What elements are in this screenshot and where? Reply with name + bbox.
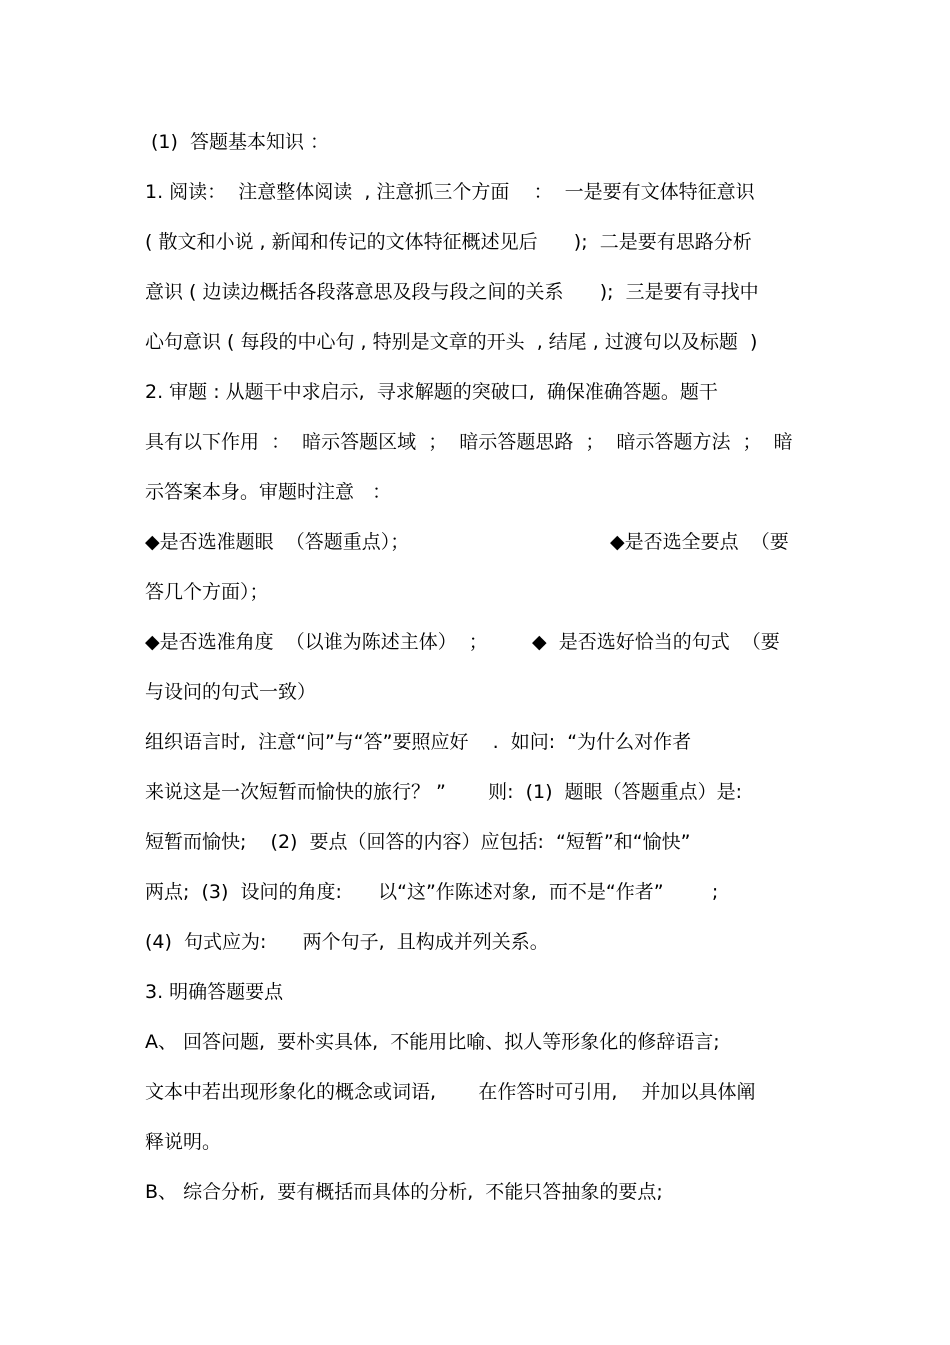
text-line: ( 散文和小说 , 新闻和传记的文体特征概述见后 ); 二是要有思路分析	[145, 231, 752, 253]
bullet-item: ◆是否选准题眼 （答题重点）；	[145, 531, 410, 553]
text-line: 与设问的句式一致）	[145, 681, 317, 703]
text-line: 示答案本身。审题时注意 ：	[145, 481, 392, 503]
text-line: 两点; (3) 设问的角度: 以“这”作陈述对象, 而不是“作者” ;	[145, 881, 719, 903]
text-line: 文本中若出现形象化的概念或词语, 在作答时可引用, 并加以具体阐	[145, 1081, 756, 1103]
text-line: 2. 审题 : 从题干中求启示, 寻求解题的突破口, 确保准确答题。题干	[145, 381, 718, 403]
text-line: 短暂而愉快; (2) 要点（回答的内容）应包括: “短暂”和“愉快”	[145, 831, 691, 853]
text-line: 具有以下作用 ： 暗示答题区域 ； 暗示答题思路 ； 暗示答题方法 ； 暗	[145, 431, 793, 453]
text-line: 释说明。	[145, 1131, 222, 1153]
bullet-item: ◆是否选全要点 （要	[610, 531, 789, 553]
text-line: B、 综合分析, 要有概括而具体的分析, 不能只答抽象的要点;	[145, 1181, 663, 1203]
text-line: A、 回答问题, 要朴实具体, 不能用比喻、拟人等形象化的修辞语言;	[145, 1031, 720, 1053]
text-line: 答几个方面）；	[145, 581, 269, 603]
bullet-item: ◆ 是否选好恰当的句式 （要	[532, 631, 780, 653]
text-line: 组织语言时, 注意“问”与“答”要照应好 . 如问: “为什么对作者	[145, 731, 692, 753]
text-line: 意识 ( 边读边概括各段落意思及段与段之间的关系 ); 三是要有寻找中	[145, 281, 759, 303]
text-line: 来说这是一次短暂而愉快的旅行？ ” 则: (1) 题眼（答题重点）是:	[145, 781, 743, 803]
text-line: 1. 阅读： 注意整体阅读 , 注意抓三个方面 ： 一是要有文体特征意识	[145, 181, 755, 203]
text-line: 心句意识 ( 每段的中心句 , 特别是文章的开头 , 结尾 , 过渡句以及标题 )	[145, 331, 758, 353]
section-heading: 3. 明确答题要点	[145, 981, 284, 1003]
section-heading: (1) 答题基本知识 ：	[151, 131, 330, 153]
bullet-item: ◆是否选准角度 （以谁为陈述主体） ；	[145, 631, 488, 653]
text-line: (4) 句式应为: 两个句子, 且构成并列关系。	[145, 931, 549, 953]
